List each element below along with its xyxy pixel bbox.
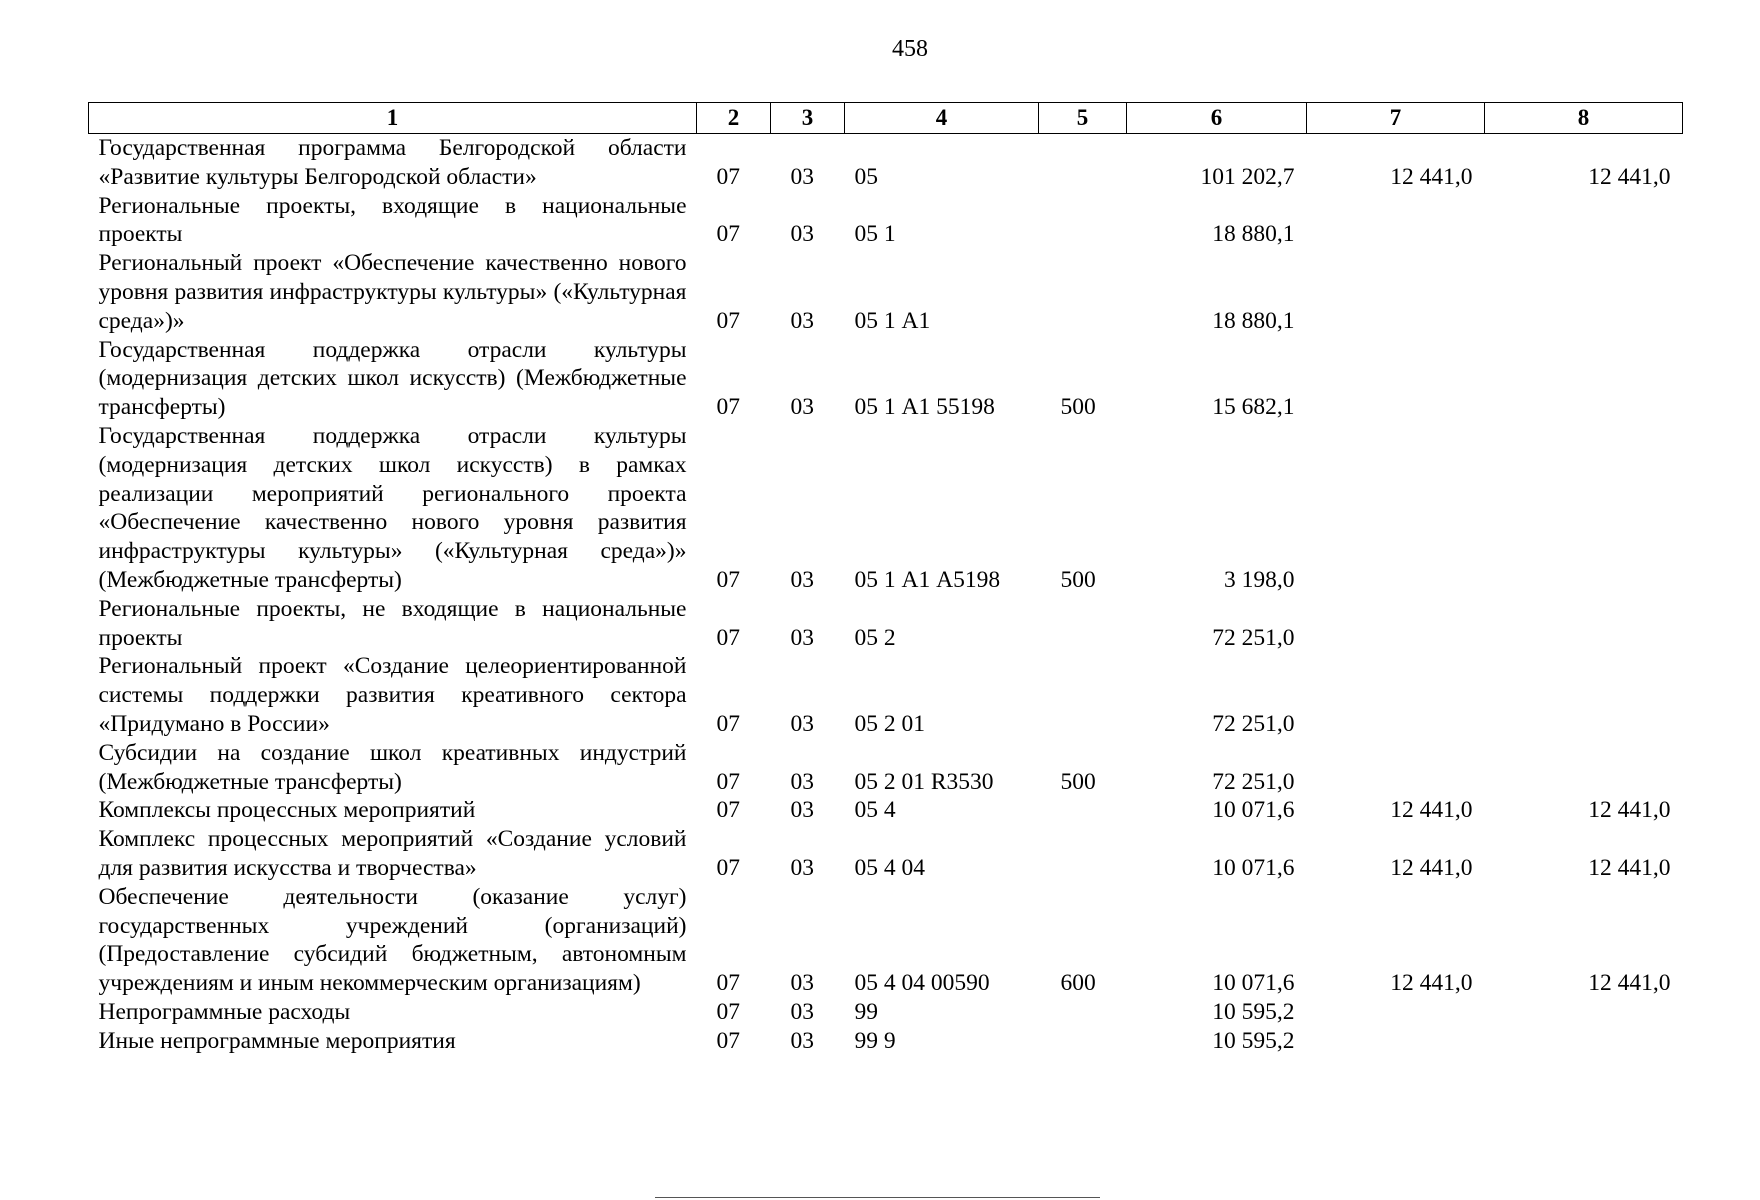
row-target-article: 05 1 xyxy=(854,221,896,248)
row-subsection-code: 03 xyxy=(790,710,814,737)
row-section-code: 07 xyxy=(716,797,740,824)
table-row xyxy=(89,134,1683,192)
footer-rule xyxy=(655,1197,1100,1198)
row-name: Непрограммные расходы xyxy=(98,998,351,1025)
row-name: Региональные проекты, входящие в национальные проекты xyxy=(98,192,687,248)
column-header-6: 6 xyxy=(1127,103,1307,134)
row-amount-col7: 12 441,0 xyxy=(1390,970,1473,997)
table-row xyxy=(89,595,1683,653)
column-header-3: 3 xyxy=(771,103,845,134)
row-name: Комплексы процессных мероприятий xyxy=(98,797,476,824)
row-section-code: 07 xyxy=(716,1027,740,1054)
row-subsection-code: 03 xyxy=(790,624,814,651)
row-expense-type xyxy=(1039,249,1127,335)
row-amount-col6: 18 880,1 xyxy=(1212,307,1295,334)
row-name: Иные непрограммные мероприятия xyxy=(98,1027,456,1054)
row-expense-type xyxy=(1039,1027,1127,1056)
row-subsection-code: 03 xyxy=(790,566,814,593)
table-row xyxy=(89,998,1683,1027)
row-amount-col6: 3 198,0 xyxy=(1224,566,1295,593)
row-amount-col7 xyxy=(1307,249,1485,335)
row-expense-type: 500 xyxy=(1060,566,1096,593)
table-row xyxy=(89,652,1683,738)
column-header-4: 4 xyxy=(845,103,1039,134)
row-amount-col6: 72 251,0 xyxy=(1212,710,1295,737)
row-name: Государственная поддержка отрасли культуры (модернизация детских школ искусств) (Межбюджетные трансферты) xyxy=(98,336,687,421)
row-subsection-code: 03 xyxy=(790,1027,814,1054)
column-header-1: 1 xyxy=(89,103,697,134)
table-row xyxy=(89,422,1683,595)
row-amount-col7 xyxy=(1307,1027,1485,1056)
table-row xyxy=(89,883,1683,998)
row-subsection-code: 03 xyxy=(790,970,814,997)
row-section-code: 07 xyxy=(716,854,740,881)
row-target-article: 05 2 01 R3530 xyxy=(854,768,994,795)
row-amount-col6: 15 682,1 xyxy=(1212,394,1295,421)
row-subsection-code: 03 xyxy=(790,854,814,881)
row-target-article: 05 xyxy=(854,163,878,190)
table-row xyxy=(89,739,1683,797)
row-section-code: 07 xyxy=(716,624,740,651)
row-amount-col6: 18 880,1 xyxy=(1212,221,1295,248)
table-body xyxy=(89,134,1683,1056)
column-header-2: 2 xyxy=(697,103,771,134)
budget-table xyxy=(88,102,1683,1056)
row-subsection-code: 03 xyxy=(790,163,814,190)
row-target-article: 99 9 xyxy=(854,1027,896,1054)
row-subsection-code: 03 xyxy=(790,797,814,824)
row-name: Обеспечение деятельности (оказание услуг) государственных учреждений (организаций) (Предоставление субсидий бюджетным, автономным учреждениям и иным некоммерческим организациям) xyxy=(98,883,687,997)
row-amount-col8: 12 441,0 xyxy=(1588,970,1671,997)
row-name: Государственная поддержка отрасли культуры (модернизация детских школ искусств) в рамках реализации мероприятий регионального проекта «Обеспечение качественно нового уровня развития инфраструктуры культуры» («Культурная среда»)» (Межбюджетные трансферты) xyxy=(98,422,687,593)
row-expense-type xyxy=(1039,998,1127,1027)
row-amount-col8: 12 441,0 xyxy=(1588,854,1671,881)
row-target-article: 05 2 01 xyxy=(854,710,925,737)
table-row xyxy=(89,249,1683,335)
row-expense-type xyxy=(1039,652,1127,738)
row-amount-col7 xyxy=(1307,192,1485,250)
row-section-code: 07 xyxy=(716,710,740,737)
row-amount-col6: 10 595,2 xyxy=(1212,998,1295,1025)
row-target-article: 05 4 04 xyxy=(854,854,925,881)
row-subsection-code: 03 xyxy=(790,394,814,421)
row-target-article: 05 4 xyxy=(854,797,896,824)
row-amount-col8: 12 441,0 xyxy=(1588,163,1671,190)
row-amount-col7 xyxy=(1307,336,1485,422)
row-name: Государственная программа Белгородской области «Развитие культуры Белгородской области» xyxy=(98,135,687,190)
row-section-code: 07 xyxy=(716,307,740,334)
row-section-code: 07 xyxy=(716,163,740,190)
row-section-code: 07 xyxy=(716,970,740,997)
row-amount-col7: 12 441,0 xyxy=(1390,854,1473,881)
column-header-7: 7 xyxy=(1307,103,1485,134)
row-amount-col8 xyxy=(1485,192,1683,250)
row-expense-type: 500 xyxy=(1060,768,1096,795)
row-subsection-code: 03 xyxy=(790,221,814,248)
row-section-code: 07 xyxy=(716,221,740,248)
row-amount-col7 xyxy=(1307,652,1485,738)
row-amount-col7 xyxy=(1307,998,1485,1027)
row-amount-col6: 10 071,6 xyxy=(1212,970,1295,997)
row-expense-type xyxy=(1039,796,1127,825)
row-expense-type xyxy=(1039,134,1127,192)
row-target-article: 05 1 А1 55198 xyxy=(854,394,995,421)
row-name: Комплекс процессных мероприятий «Создание условий для развития искусства и творчества» xyxy=(98,826,687,881)
row-name: Субсидии на создание школ креативных индустрий (Межбюджетные трансферты) xyxy=(98,739,687,795)
table-row xyxy=(89,336,1683,422)
row-amount-col8 xyxy=(1485,739,1683,797)
row-expense-type xyxy=(1039,192,1127,250)
row-expense-type: 500 xyxy=(1060,394,1096,421)
table-row xyxy=(89,796,1683,825)
row-target-article: 05 2 xyxy=(854,624,896,651)
row-amount-col6: 101 202,7 xyxy=(1200,163,1295,190)
page-number: 458 xyxy=(892,36,928,62)
row-target-article: 05 1 А1 А5198 xyxy=(854,566,1001,593)
row-name: Региональные проекты, не входящие в национальные проекты xyxy=(98,595,687,651)
column-header-5: 5 xyxy=(1039,103,1127,134)
row-amount-col8 xyxy=(1485,998,1683,1027)
row-name: Региональный проект «Обеспечение качественно нового уровня развития инфраструктуры культуры» («Культурная среда»)» xyxy=(98,250,687,334)
row-target-article: 05 1 А1 xyxy=(854,307,931,334)
column-header-8: 8 xyxy=(1485,103,1683,134)
row-amount-col7 xyxy=(1307,422,1485,595)
row-amount-col6: 10 071,6 xyxy=(1212,854,1295,881)
row-subsection-code: 03 xyxy=(790,998,814,1025)
row-expense-type: 600 xyxy=(1060,970,1096,997)
table-row xyxy=(89,825,1683,883)
row-amount-col8 xyxy=(1485,422,1683,595)
row-amount-col6: 10 071,6 xyxy=(1212,797,1295,824)
row-section-code: 07 xyxy=(716,998,740,1025)
row-amount-col6: 10 595,2 xyxy=(1212,1027,1295,1054)
header-row xyxy=(89,103,1683,134)
row-target-article: 05 4 04 00590 xyxy=(854,970,990,997)
row-name: Региональный проект «Создание целеориентированной системы поддержки развития креативного сектора «Придумано в России» xyxy=(98,653,687,737)
row-section-code: 07 xyxy=(716,768,740,795)
table-row xyxy=(89,192,1683,250)
row-expense-type xyxy=(1039,595,1127,653)
row-amount-col8 xyxy=(1485,595,1683,653)
row-amount-col6: 72 251,0 xyxy=(1212,624,1295,651)
row-amount-col8 xyxy=(1485,1027,1683,1056)
row-amount-col8 xyxy=(1485,652,1683,738)
row-amount-col8: 12 441,0 xyxy=(1588,797,1671,824)
row-amount-col8 xyxy=(1485,249,1683,335)
row-amount-col7: 12 441,0 xyxy=(1390,797,1473,824)
table-row xyxy=(89,1027,1683,1056)
row-amount-col8 xyxy=(1485,336,1683,422)
row-subsection-code: 03 xyxy=(790,307,814,334)
row-amount-col7: 12 441,0 xyxy=(1390,163,1473,190)
row-amount-col7 xyxy=(1307,595,1485,653)
row-expense-type xyxy=(1039,825,1127,883)
row-amount-col6: 72 251,0 xyxy=(1212,768,1295,795)
row-section-code: 07 xyxy=(716,394,740,421)
row-amount-col7 xyxy=(1307,739,1485,797)
table-header xyxy=(89,103,1683,134)
row-subsection-code: 03 xyxy=(790,768,814,795)
row-section-code: 07 xyxy=(716,566,740,593)
row-target-article: 99 xyxy=(854,998,878,1025)
